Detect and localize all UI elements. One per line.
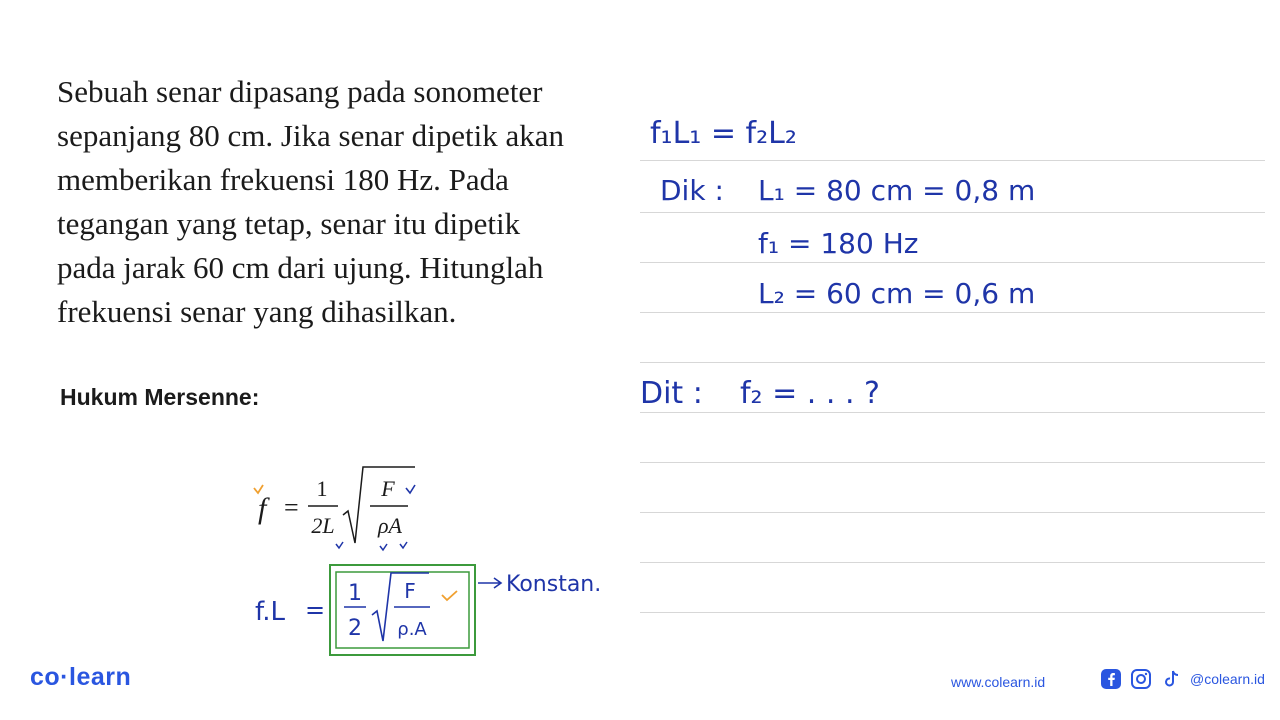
derived-denominator: 2 xyxy=(348,616,362,641)
derived-radicand-bottom: ρ.A xyxy=(397,619,427,640)
problem-line: memberikan frekuensi 180 Hz. Pada xyxy=(57,162,509,197)
formula-denominator: 2L xyxy=(311,513,335,538)
problem-line: frekuensi senar yang dihasilkan. xyxy=(57,294,457,329)
problem-statement xyxy=(57,70,617,334)
derived-radicand-top: F xyxy=(404,579,416,603)
problem-line: sepanjang 80 cm. Jika senar dipetik akan xyxy=(57,118,565,153)
note-relation: f₁L₁ = f₂L₂ xyxy=(650,116,797,151)
problem-line: pada jarak 60 cm dari ujung. Hitunglah xyxy=(57,250,544,285)
colearn-logo[interactable]: co·learn xyxy=(30,663,132,691)
note-given-item: L₂ = 60 cm = 0,6 m xyxy=(758,277,1036,310)
website-link[interactable]: www.colearn.id xyxy=(951,674,1046,690)
problem-line: tegangan yang tetap, senar itu dipetik xyxy=(57,206,521,241)
formula-radicand-bottom: ρA xyxy=(378,513,402,538)
note-asked: f₂ = . . . ? xyxy=(740,376,880,411)
handwritten-notes xyxy=(640,95,1260,425)
note-asked-label: Dit : xyxy=(640,376,703,411)
ruled-line xyxy=(640,462,1265,463)
check-mark-icon xyxy=(400,542,407,548)
ruled-line xyxy=(640,512,1265,513)
social-handle[interactable]: @colearn.id xyxy=(1190,671,1265,687)
facebook-icon[interactable] xyxy=(1100,668,1122,690)
note-given-label: Dik : xyxy=(660,174,724,207)
ruled-line xyxy=(640,612,1265,613)
derived-numerator: 1 xyxy=(348,581,362,606)
derived-equals: = xyxy=(305,596,326,624)
derived-note: Konstan. xyxy=(506,572,602,597)
formula-numerator: 1 xyxy=(316,476,328,501)
mersenne-formula xyxy=(240,460,440,555)
check-mark-icon xyxy=(336,542,343,548)
highlight-box xyxy=(330,565,475,655)
social-links xyxy=(1100,668,1265,690)
arrow-right-icon xyxy=(478,578,501,588)
instagram-icon[interactable] xyxy=(1130,668,1152,690)
formula-equals: = xyxy=(284,493,299,522)
law-title: Hukum Mersenne: xyxy=(60,384,260,410)
formula-radicand-top: F xyxy=(381,476,395,501)
problem-line: Sebuah senar dipasang pada sonometer xyxy=(57,74,543,109)
check-mark-icon xyxy=(442,591,457,600)
formula-lhs: f xyxy=(258,492,267,525)
derived-relation xyxy=(250,555,630,665)
ruled-line xyxy=(640,562,1265,563)
check-mark-icon xyxy=(380,544,387,550)
check-mark-icon xyxy=(406,485,415,493)
note-given-item: f₁ = 180 Hz xyxy=(758,227,919,260)
note-given-item: L₁ = 80 cm = 0,8 m xyxy=(758,174,1036,207)
derived-lhs: f.L xyxy=(255,597,286,627)
tiktok-icon[interactable] xyxy=(1160,668,1182,690)
